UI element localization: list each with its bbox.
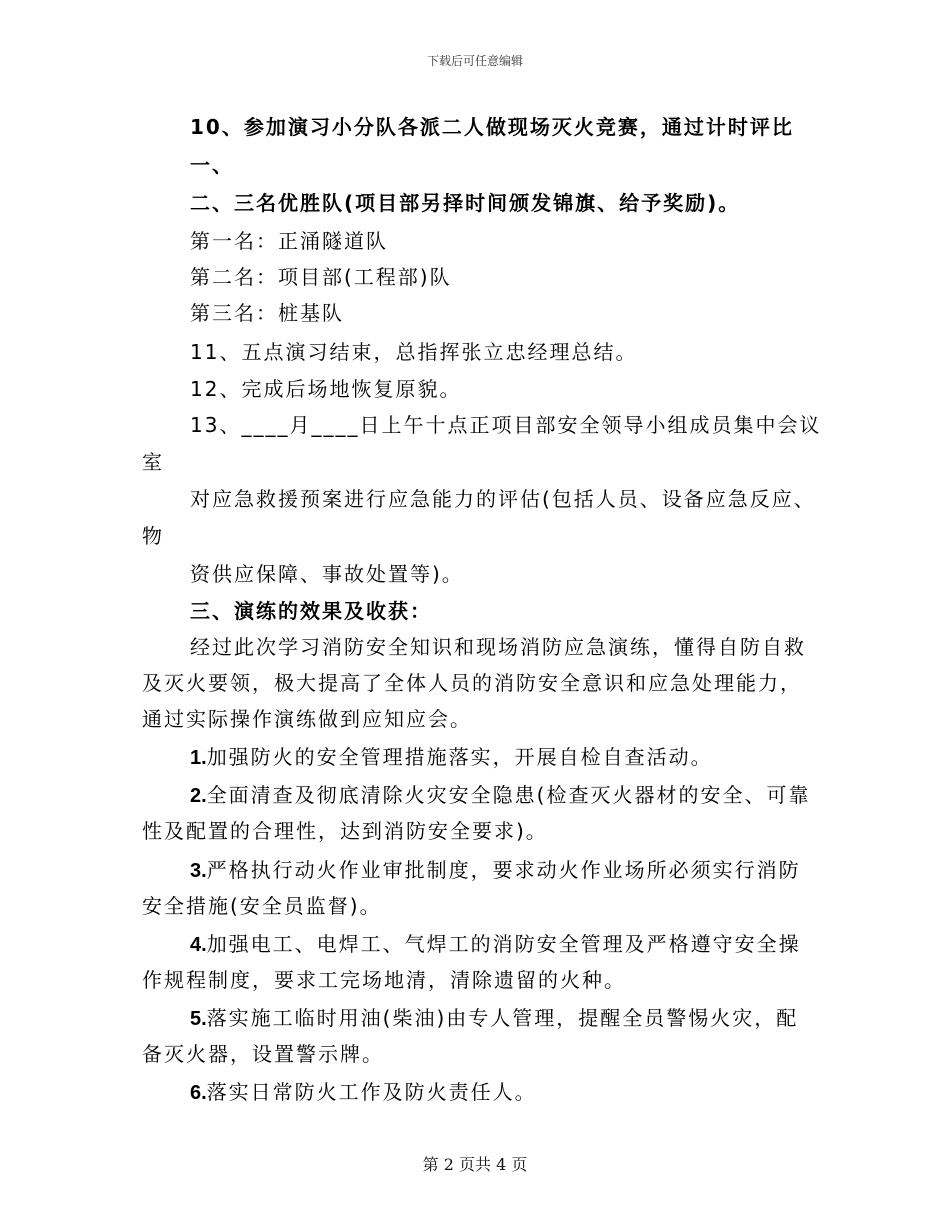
- list-item-2: [190, 781, 811, 810]
- winner-third: 第三名：桩基队: [190, 301, 344, 325]
- list-item-4-continuation: 作规程制度，要求工完场地清，清除遗留的火种。: [142, 968, 626, 992]
- effect-paragraph-line-1: 经过此次学习消防安全知识和现场消防应急演练，懂得自防自救: [190, 635, 806, 659]
- item-13-continuation: 室: [142, 450, 164, 474]
- list-number: 3.: [190, 860, 207, 882]
- section-two-heading: 二、三名优胜队(项目部另择时间颁发锦旗、给予奖励)。: [190, 191, 741, 215]
- list-item-6: [190, 1078, 537, 1107]
- list-number: 5.: [190, 1008, 207, 1030]
- effect-paragraph-line-2: 及灭火要领，极大提高了全体人员的消防安全意识和应急处理能力，: [142, 671, 802, 695]
- list-item-5: [190, 1004, 798, 1033]
- evaluation-continuation: 物: [142, 524, 164, 548]
- page-header: 下载后可任意编辑: [426, 54, 523, 68]
- page-footer: 第 2 页共 4 页: [422, 1155, 528, 1174]
- item-11-line: 11、五点演习结束，总指挥张立忠经理总结。: [190, 340, 638, 364]
- effect-paragraph-line-3: 通过实际操作演练做到应知应会。: [142, 707, 472, 731]
- list-text: 严格执行动火作业审批制度，要求动火作业场所必须实行消防: [206, 858, 801, 882]
- list-item-1: [190, 743, 713, 772]
- list-number: 1.: [190, 747, 207, 769]
- list-text: 加强电工、电焊工、气焊工的消防安全管理及严格遵守安全操: [206, 932, 801, 956]
- list-text: 落实日常防火工作及防火责任人。: [206, 1080, 537, 1104]
- list-number: 2.: [190, 785, 207, 807]
- list-item-2-continuation: 性及配置的合理性，达到消防安全要求)。: [142, 819, 548, 843]
- list-item-5-continuation: 备灭火器，设置警示牌。: [142, 1042, 384, 1066]
- list-item-3-continuation: 安全措施(安全员监督)。: [142, 894, 382, 918]
- list-text: 加强防火的安全管理措施落实，开展自检自查活动。: [206, 745, 713, 769]
- item-10-line: 10、参加演习小分队各派二人做现场灭火竞赛，通过计时评比: [190, 115, 794, 139]
- evaluation-line: 对应急救援预案进行应急能力的评估(包括人员、设备应急反应、: [190, 487, 816, 511]
- list-item-4: [190, 930, 801, 959]
- item-12-line: 12、完成后场地恢复原貌。: [190, 377, 462, 401]
- item-one-line: 一、: [190, 153, 234, 177]
- list-number: 4.: [190, 934, 207, 956]
- section-three-heading: 三、演练的效果及收获：: [190, 599, 432, 623]
- list-text: 落实施工临时用油(柴油)由专人管理，提醒全员警惕火灾，配: [206, 1006, 799, 1030]
- winner-first: 第一名：正涌隧道队: [190, 229, 388, 253]
- evaluation-tail: 资供应保障、事故处置等)。: [190, 562, 464, 586]
- winner-second: 第二名：项目部(工程部)队: [190, 265, 452, 289]
- list-item-3: [190, 856, 801, 885]
- list-text: 全面清查及彻底清除火灾安全隐患(检查灭火器材的安全、可靠: [206, 783, 811, 807]
- list-number: 6.: [190, 1082, 207, 1104]
- item-13-line: 13、____月____日上午十点正项目部安全领导小组成员集中会议: [190, 413, 822, 437]
